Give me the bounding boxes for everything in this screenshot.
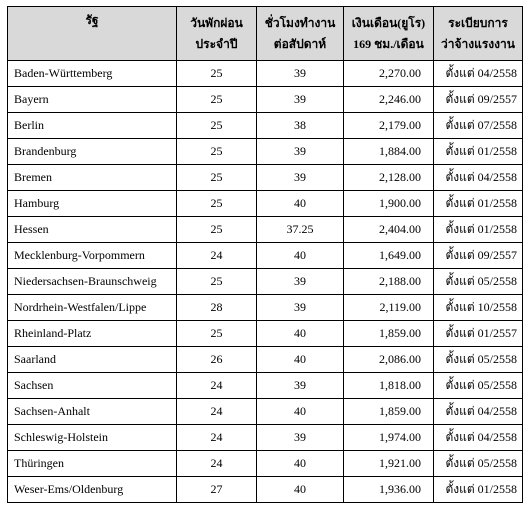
cell-vacation: 28 xyxy=(177,295,257,321)
cell-salary: 2,270.00 xyxy=(344,61,434,87)
cell-vacation: 25 xyxy=(177,191,257,217)
header-rule xyxy=(434,7,523,61)
wage-table xyxy=(7,6,523,503)
cell-vacation: 25 xyxy=(177,217,257,243)
cell-hours: 37.25 xyxy=(257,217,344,243)
header-salary-line2: 169 ชม./เดือน xyxy=(353,36,424,51)
cell-hours: 39 xyxy=(257,165,344,191)
cell-state: Sachsen xyxy=(8,373,177,399)
cell-state: Sachsen-Anhalt xyxy=(8,399,177,425)
cell-state: Saarland xyxy=(8,347,177,373)
cell-salary: 2,404.00 xyxy=(344,217,434,243)
cell-vacation: 27 xyxy=(177,477,257,503)
table-row xyxy=(8,347,523,373)
cell-salary: 1,900.00 xyxy=(344,191,434,217)
cell-vacation: 24 xyxy=(177,243,257,269)
cell-hours: 39 xyxy=(257,373,344,399)
cell-hours: 40 xyxy=(257,347,344,373)
table-row xyxy=(8,425,523,451)
cell-hours: 40 xyxy=(257,191,344,217)
cell-hours: 40 xyxy=(257,451,344,477)
table-row xyxy=(8,113,523,139)
cell-hours: 39 xyxy=(257,61,344,87)
cell-state: Mecklenburg-Vorpommern xyxy=(8,243,177,269)
cell-rule: ตั้งแต่ 05/2558 xyxy=(434,347,523,373)
cell-hours: 40 xyxy=(257,399,344,425)
cell-vacation: 25 xyxy=(177,165,257,191)
cell-salary: 1,884.00 xyxy=(344,139,434,165)
table-row xyxy=(8,165,523,191)
cell-rule: ตั้งแต่ 01/2558 xyxy=(434,477,523,503)
cell-hours: 39 xyxy=(257,139,344,165)
cell-salary: 1,649.00 xyxy=(344,243,434,269)
header-state: รัฐ xyxy=(8,7,177,61)
cell-rule: ตั้งแต่ 01/2558 xyxy=(434,217,523,243)
header-vacation-line2: ประจำปี xyxy=(195,36,238,51)
header-hours-line2: ต่อสัปดาห์ xyxy=(273,36,327,51)
table-header xyxy=(8,7,523,61)
cell-salary: 2,246.00 xyxy=(344,87,434,113)
table-row xyxy=(8,451,523,477)
cell-rule: ตั้งแต่ 01/2558 xyxy=(434,139,523,165)
cell-state: Weser-Ems/Oldenburg xyxy=(8,477,177,503)
cell-salary: 2,188.00 xyxy=(344,269,434,295)
cell-vacation: 24 xyxy=(177,399,257,425)
cell-state: Hessen xyxy=(8,217,177,243)
table-row xyxy=(8,191,523,217)
cell-vacation: 25 xyxy=(177,61,257,87)
cell-salary: 1,859.00 xyxy=(344,399,434,425)
cell-hours: 39 xyxy=(257,295,344,321)
header-salary xyxy=(344,7,434,61)
cell-state: Brandenburg xyxy=(8,139,177,165)
cell-rule: ตั้งแต่ 07/2558 xyxy=(434,113,523,139)
cell-rule: ตั้งแต่ 10/2558 xyxy=(434,295,523,321)
table-body xyxy=(8,61,523,503)
cell-state: Hamburg xyxy=(8,191,177,217)
cell-state: Baden-Württemberg xyxy=(8,61,177,87)
cell-salary: 2,086.00 xyxy=(344,347,434,373)
header-row xyxy=(8,7,523,61)
cell-state: Thüringen xyxy=(8,451,177,477)
cell-vacation: 24 xyxy=(177,373,257,399)
cell-state: Schleswig-Holstein xyxy=(8,425,177,451)
cell-rule: ตั้งแต่ 09/2557 xyxy=(434,243,523,269)
table-row xyxy=(8,321,523,347)
table-row xyxy=(8,477,523,503)
header-salary-line1: เงินเดือน(ยูโร) xyxy=(351,15,426,30)
header-vacation xyxy=(177,7,257,61)
table-row xyxy=(8,139,523,165)
cell-rule: ตั้งแต่ 04/2558 xyxy=(434,425,523,451)
cell-hours: 39 xyxy=(257,269,344,295)
table-wrapper xyxy=(7,6,523,503)
cell-state: Bayern xyxy=(8,87,177,113)
cell-vacation: 24 xyxy=(177,425,257,451)
header-rule-line2: ว่าจ้างแรงงาน xyxy=(441,36,515,51)
header-hours-line1: ชั่วโมงทำงาน xyxy=(264,15,336,30)
cell-salary: 1,974.00 xyxy=(344,425,434,451)
cell-salary: 1,818.00 xyxy=(344,373,434,399)
cell-vacation: 26 xyxy=(177,347,257,373)
cell-rule: ตั้งแต่ 04/2558 xyxy=(434,399,523,425)
header-hours xyxy=(257,7,344,61)
cell-rule: ตั้งแต่ 01/2558 xyxy=(434,191,523,217)
cell-salary: 1,936.00 xyxy=(344,477,434,503)
cell-salary: 2,119.00 xyxy=(344,295,434,321)
cell-state: Bremen xyxy=(8,165,177,191)
cell-vacation: 25 xyxy=(177,113,257,139)
table-row xyxy=(8,295,523,321)
table-row xyxy=(8,217,523,243)
table-row xyxy=(8,87,523,113)
cell-hours: 40 xyxy=(257,243,344,269)
cell-hours: 39 xyxy=(257,87,344,113)
cell-state: Niedersachsen-Braunschweig xyxy=(8,269,177,295)
cell-vacation: 25 xyxy=(177,321,257,347)
cell-salary: 2,128.00 xyxy=(344,165,434,191)
cell-hours: 40 xyxy=(257,477,344,503)
cell-rule: ตั้งแต่ 04/2558 xyxy=(434,165,523,191)
cell-state: Rheinland-Platz xyxy=(8,321,177,347)
table-row xyxy=(8,399,523,425)
cell-rule: ตั้งแต่ 05/2558 xyxy=(434,451,523,477)
cell-salary: 1,921.00 xyxy=(344,451,434,477)
cell-salary: 1,859.00 xyxy=(344,321,434,347)
table-row xyxy=(8,373,523,399)
cell-rule: ตั้งแต่ 09/2557 xyxy=(434,87,523,113)
cell-rule: ตั้งแต่ 05/2558 xyxy=(434,373,523,399)
cell-rule: ตั้งแต่ 04/2558 xyxy=(434,61,523,87)
cell-vacation: 24 xyxy=(177,451,257,477)
table-row xyxy=(8,243,523,269)
cell-hours: 39 xyxy=(257,425,344,451)
cell-hours: 38 xyxy=(257,113,344,139)
cell-vacation: 25 xyxy=(177,139,257,165)
cell-state: Berlin xyxy=(8,113,177,139)
table-row xyxy=(8,269,523,295)
cell-vacation: 25 xyxy=(177,87,257,113)
cell-rule: ตั้งแต่ 01/2557 xyxy=(434,321,523,347)
cell-hours: 40 xyxy=(257,321,344,347)
cell-vacation: 25 xyxy=(177,269,257,295)
table-row xyxy=(8,61,523,87)
header-vacation-line1: วันพักผ่อน xyxy=(190,15,243,30)
cell-state: Nordrhein-Westfalen/Lippe xyxy=(8,295,177,321)
cell-salary: 2,179.00 xyxy=(344,113,434,139)
cell-rule: ตั้งแต่ 05/2558 xyxy=(434,269,523,295)
header-rule-line1: ระเบียบการ xyxy=(448,15,508,30)
